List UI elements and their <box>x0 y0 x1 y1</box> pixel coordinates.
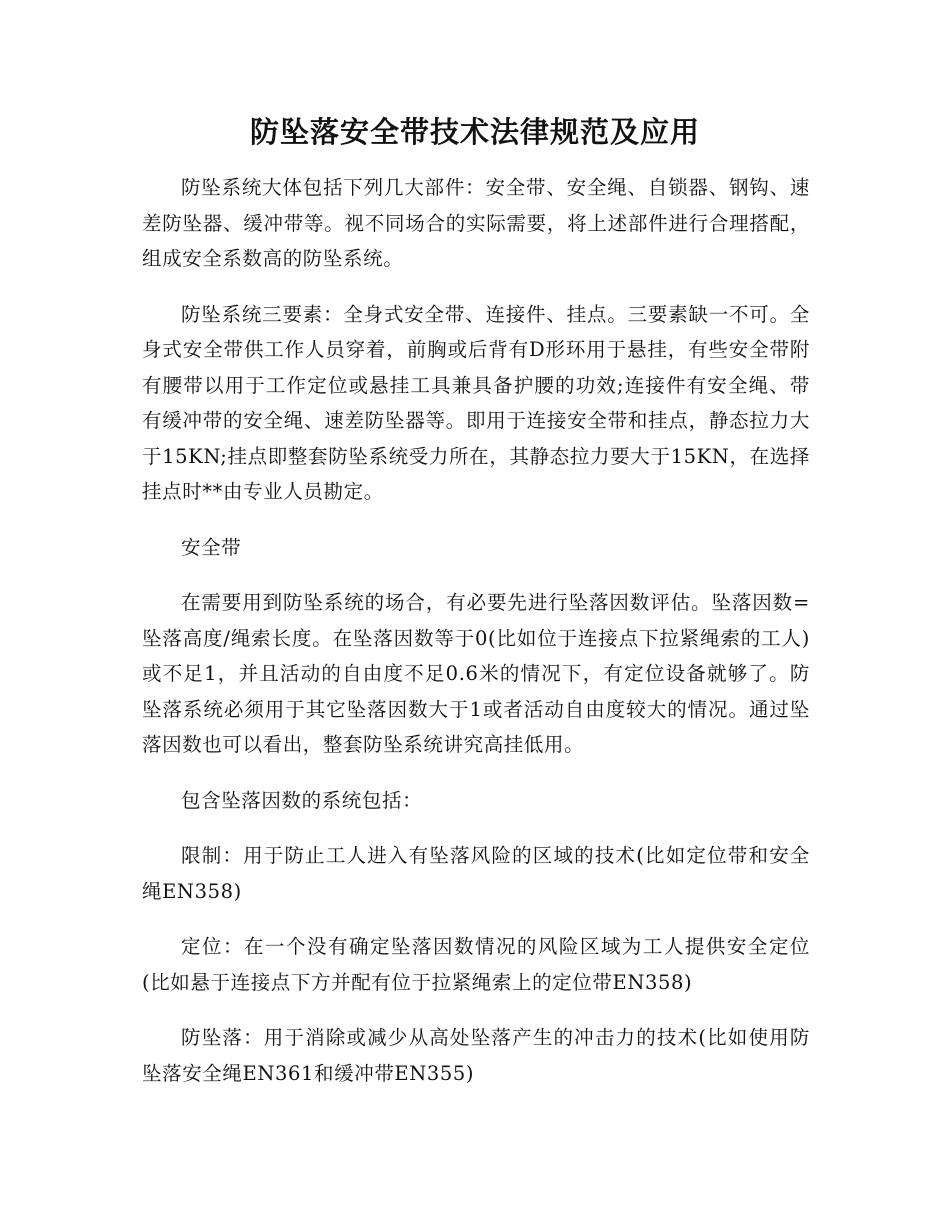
paragraph-fall-arrest: 防坠落：用于消除或减少从高处坠落产生的冲击力的技术(比如使用防坠落安全绳EN361和缓冲带EN355) <box>142 1026 810 1085</box>
paragraph-fall-factor: 在需要用到防坠系统的场合，有必要先进行坠落因数评估。坠落因数=坠落高度/绳索长度。在坠落因数等于0(比如位于连接点下拉紧绳索的工人)或不足1，并且活动的自由度不足0.6米的情况下，有定位设备就够了。防坠落系统必须用于其它坠落因数大于1或者活动自由度较大的情况。通过坠落因数也可以看出，整套防坠系统讲究高挂低用。 <box>142 591 810 756</box>
paragraph-systems-intro: 包含坠落因数的系统包括： <box>181 788 423 812</box>
paragraph-restraint: 限制：用于防止工人进入有坠落风险的区域的技术(比如定位带和安全绳EN358) <box>142 844 810 903</box>
section-heading-safety-belt: 安全带 <box>181 535 242 559</box>
document-body <box>142 170 810 1111</box>
paragraph-components: 防坠系统大体包括下列几大部件：安全带、安全绳、自锁器、钢钩、速差防坠器、缓冲带等。视不同场合的实际需要，将上述部件进行合理搭配，组成安全系数高的防坠系统。 <box>142 176 810 270</box>
document-title: 防坠落安全带技术法律规范及应用 <box>249 115 700 149</box>
paragraph-positioning: 定位：在一个没有确定坠落因数情况的风险区域为工人提供安全定位(比如悬于连接点下方并配有位于拉紧绳索上的定位带EN358) <box>142 935 810 994</box>
paragraph-three-elements: 防坠系统三要素：全身式安全带、连接件、挂点。三要素缺一不可。全身式安全带供工作人员穿着，前胸或后背有D形环用于悬挂，有些安全带附有腰带以用于工作定位或悬挂工具兼具备护腰的功效;连接件有安全绳、带有缓冲带的安全绳、速差防坠器等。即用于连接安全带和挂点，静态拉力大于15KN;挂点即整套防坠系统受力所在，其静态拉力要大于15KN，在选择挂点时**由专业人员勘定。 <box>142 302 810 503</box>
